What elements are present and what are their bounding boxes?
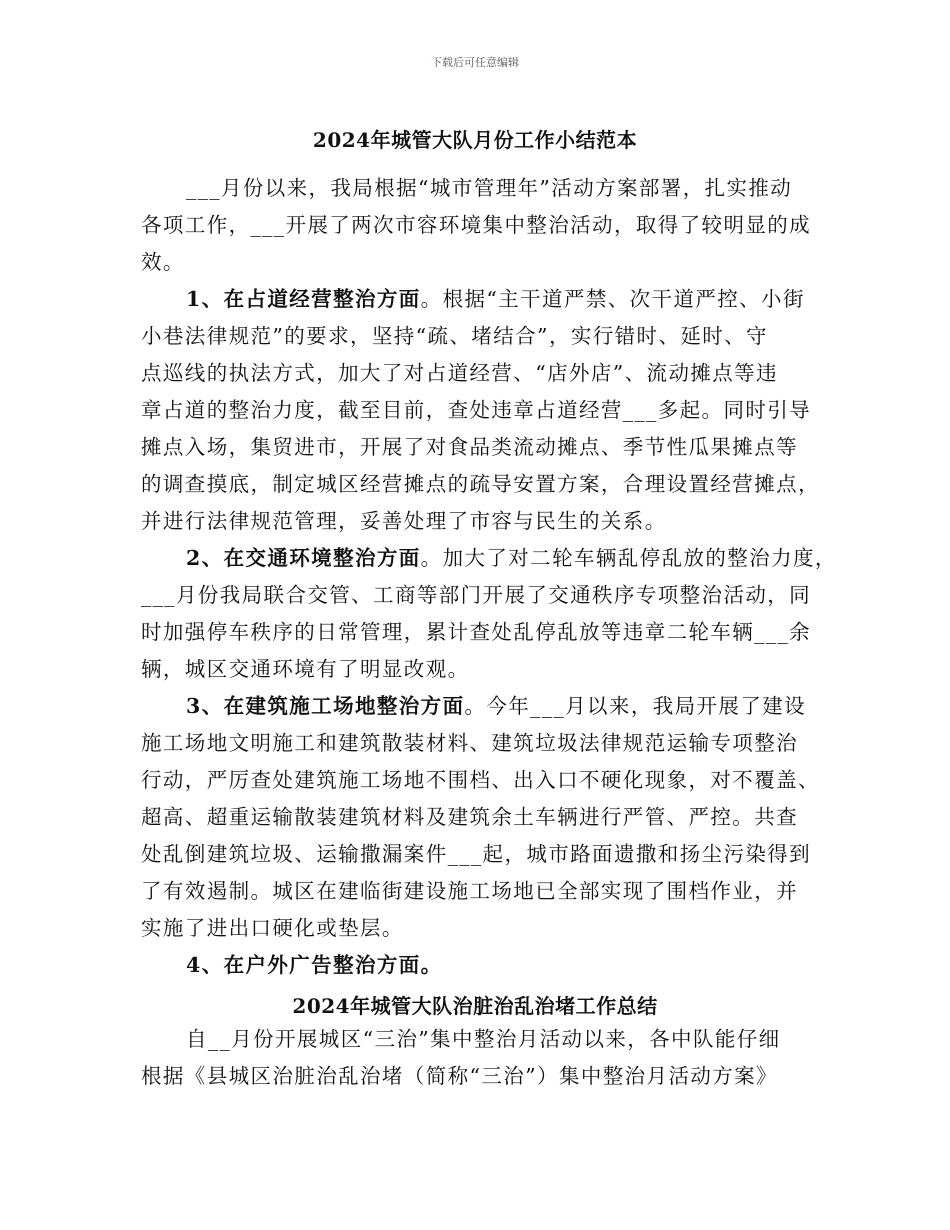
section-1-text: 。根据“主干道严禁、次干道严控、小街 [420, 287, 805, 311]
paragraph-line: 的调查摸底，制定城区经营摊点的疏导安置方案，合理设置经营摊点， [141, 472, 820, 496]
paragraph-line: ___月份我局联合交管、工商等部门开展了交通秩序专项整治活动，同 [141, 583, 812, 607]
paragraph-line: 摊点入场，集贸进市，开展了对食品类流动摊点、季节性瓜果摊点等 [141, 435, 798, 459]
section-3-heading: 3、在建筑施工场地整治方面 [186, 694, 465, 718]
paragraph-line: 小巷法律规范”的要求，坚持“疏、堵结合”，实行错时、延时、守 [141, 324, 768, 348]
paragraph-line: 实施了进出口硬化或垫层。 [141, 916, 404, 940]
paragraph-line: 章占道的整治力度，截至目前，查处违章占道经营___多起。同时引导 [141, 398, 812, 422]
section-3-text: 。今年___月以来，我局开展了建设 [464, 694, 807, 718]
paragraph-line: ___月份以来，我局根据“城市管理年”活动方案部署，扎实推动 [186, 176, 793, 200]
page-header: 下载后可任意编辑 [431, 56, 519, 69]
second-document-title: 2024年城管大队治脏治乱治堵工作总结 [292, 994, 658, 1018]
section-1-first-line [186, 289, 805, 310]
paragraph-line: 施工场地文明施工和建筑散装材料、建筑垃圾法律规范运输专项整治 [141, 731, 798, 755]
paragraph-line: 了有效遏制。城区在建临街建设施工场地已全部实现了围档作业，并 [141, 879, 798, 903]
paragraph-line: 处乱倒建筑垃圾、运输撒漏案件___起，城市路面遗撒和扬尘污染得到 [141, 842, 812, 866]
paragraph-line: 时加强停车秩序的日常管理，累计查处乱停乱放等违章二轮车辆___余 [141, 620, 812, 644]
section-2-text: 。加大了对二轮车辆乱停乱放的整治力度， [420, 546, 837, 570]
section-2-heading: 2、在交通环境整治方面 [186, 546, 421, 570]
paragraph-line: 根据《县城区治脏治乱治堵（简称“三治”）集中整治月活动方案》 [141, 1064, 778, 1088]
paragraph-line: 超高、超重运输散装建筑材料及建筑余土车辆进行严管、严控。共查 [141, 805, 798, 829]
section-1-heading: 1、在占道经营整治方面 [186, 287, 421, 311]
paragraph-line: 点巡线的执法方式，加大了对占道经营、“店外店”、流动摊点等违 [141, 361, 778, 385]
paragraph-line: 辆，城区交通环境有了明显改观。 [141, 657, 470, 681]
section-4-heading: 4、在户外广告整治方面。 [186, 953, 443, 977]
paragraph-line: 各项工作，___开展了两次市容环境集中整治活动，取得了较明显的成 [141, 213, 812, 237]
section-2-first-line [186, 548, 837, 569]
paragraph-line: 效。 [141, 250, 185, 274]
document-title: 2024年城管大队月份工作小结范本 [312, 128, 638, 152]
paragraph-line: 自__月份开展城区“三治”集中整治月活动以来，各中队能仔细 [186, 1027, 781, 1051]
paragraph-line: 行动，严厉查处建筑施工场地不围档、出入口不硬化现象，对不覆盖、 [141, 768, 820, 792]
paragraph-line: 并进行法律规范管理，妥善处理了市容与民生的关系。 [141, 509, 667, 533]
section-3-first-line [186, 696, 806, 717]
